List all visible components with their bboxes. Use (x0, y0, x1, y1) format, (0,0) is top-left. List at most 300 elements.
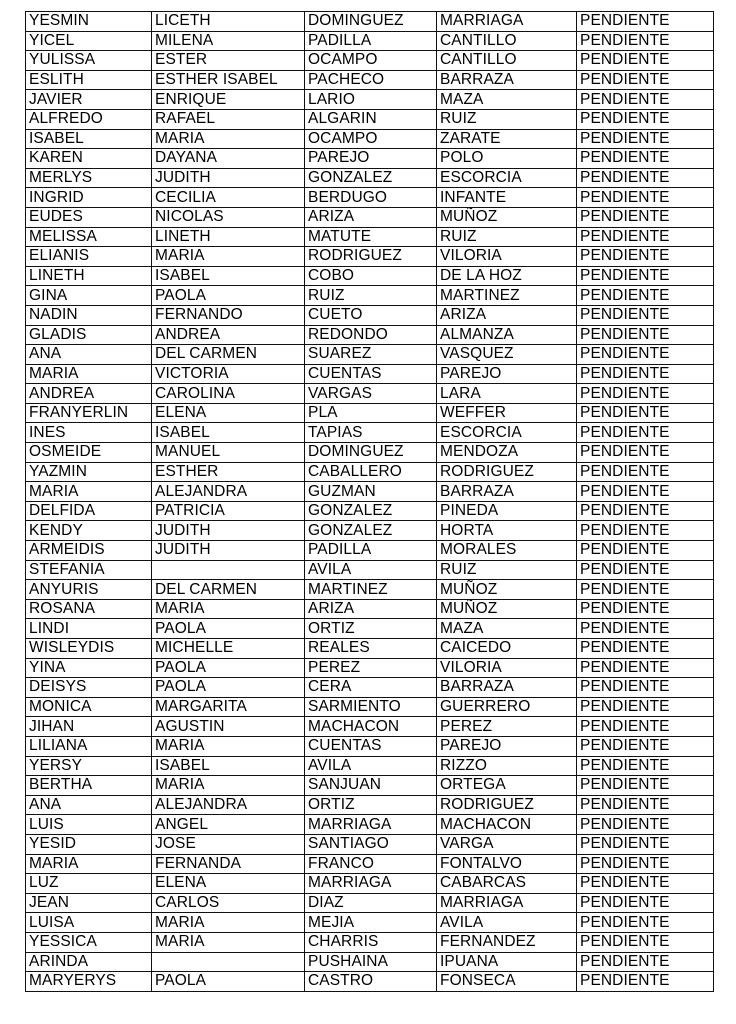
middle-name-cell: RAFAEL (152, 109, 305, 129)
status-cell: PENDIENTE (577, 325, 714, 345)
first-name-cell: ARMEIDIS (26, 541, 152, 561)
table-row (26, 580, 714, 600)
second-surname-cell: LARA (437, 384, 577, 404)
table-row (26, 932, 714, 952)
second-surname-cell: MAZA (437, 90, 577, 110)
first-surname-cell: PACHECO (305, 70, 437, 90)
first-name-cell: YESMIN (26, 12, 152, 32)
second-surname-cell: RUIZ (437, 109, 577, 129)
middle-name-cell: ISABEL (152, 266, 305, 286)
status-cell: PENDIENTE (577, 795, 714, 815)
first-name-cell: MARIA (26, 482, 152, 502)
first-name-cell: YULISSA (26, 51, 152, 71)
table-row (26, 697, 714, 717)
second-surname-cell: MACHACON (437, 815, 577, 835)
middle-name-cell: MILENA (152, 31, 305, 51)
first-surname-cell: GONZALEZ (305, 168, 437, 188)
first-name-cell: ALFREDO (26, 109, 152, 129)
status-cell: PENDIENTE (577, 305, 714, 325)
table-row (26, 795, 714, 815)
second-surname-cell: VASQUEZ (437, 345, 577, 365)
first-surname-cell: OCAMPO (305, 129, 437, 149)
first-surname-cell: COBO (305, 266, 437, 286)
second-surname-cell: FONSECA (437, 972, 577, 992)
first-surname-cell: REDONDO (305, 325, 437, 345)
first-name-cell: DELFIDA (26, 501, 152, 521)
second-surname-cell: VARGA (437, 834, 577, 854)
first-surname-cell: GUZMAN (305, 482, 437, 502)
first-surname-cell: CABALLERO (305, 462, 437, 482)
table-row (26, 658, 714, 678)
table-row (26, 286, 714, 306)
middle-name-cell: ALEJANDRA (152, 482, 305, 502)
middle-name-cell (152, 952, 305, 972)
middle-name-cell: JUDITH (152, 521, 305, 541)
status-cell: PENDIENTE (577, 109, 714, 129)
first-name-cell: LILIANA (26, 736, 152, 756)
first-surname-cell: ORTIZ (305, 619, 437, 639)
status-cell: PENDIENTE (577, 560, 714, 580)
second-surname-cell: FERNANDEZ (437, 932, 577, 952)
first-surname-cell: CHARRIS (305, 932, 437, 952)
second-surname-cell: WEFFER (437, 403, 577, 423)
first-name-cell: ELIANIS (26, 247, 152, 267)
first-surname-cell: PADILLA (305, 31, 437, 51)
status-cell: PENDIENTE (577, 207, 714, 227)
first-surname-cell: TAPIAS (305, 423, 437, 443)
first-name-cell: STEFANIA (26, 560, 152, 580)
table-row (26, 227, 714, 247)
middle-name-cell: PAOLA (152, 619, 305, 639)
first-surname-cell: BERDUGO (305, 188, 437, 208)
second-surname-cell: MAZA (437, 619, 577, 639)
first-surname-cell: SUAREZ (305, 345, 437, 365)
second-surname-cell: ALMANZA (437, 325, 577, 345)
status-cell: PENDIENTE (577, 697, 714, 717)
middle-name-cell: DAYANA (152, 149, 305, 169)
first-name-cell: MARIA (26, 364, 152, 384)
second-surname-cell: HORTA (437, 521, 577, 541)
first-name-cell: ANYURIS (26, 580, 152, 600)
status-cell: PENDIENTE (577, 286, 714, 306)
second-surname-cell: CABARCAS (437, 874, 577, 894)
first-name-cell: JIHAN (26, 717, 152, 737)
second-surname-cell: CAICEDO (437, 639, 577, 659)
first-name-cell: KENDY (26, 521, 152, 541)
first-name-cell: ANA (26, 795, 152, 815)
table-row (26, 619, 714, 639)
second-surname-cell: PAREJO (437, 736, 577, 756)
first-name-cell: LINETH (26, 266, 152, 286)
status-cell: PENDIENTE (577, 345, 714, 365)
second-surname-cell: MARRIAGA (437, 893, 577, 913)
status-cell: PENDIENTE (577, 815, 714, 835)
table-row (26, 345, 714, 365)
second-surname-cell: MUÑOZ (437, 580, 577, 600)
status-cell: PENDIENTE (577, 834, 714, 854)
first-name-cell: WISLEYDIS (26, 639, 152, 659)
table-row (26, 776, 714, 796)
second-surname-cell: PEREZ (437, 717, 577, 737)
first-surname-cell: ALGARIN (305, 109, 437, 129)
second-surname-cell: BARRAZA (437, 70, 577, 90)
table-row (26, 756, 714, 776)
second-surname-cell: RODRIGUEZ (437, 462, 577, 482)
middle-name-cell: JOSE (152, 834, 305, 854)
first-name-cell: YINA (26, 658, 152, 678)
status-cell: PENDIENTE (577, 31, 714, 51)
middle-name-cell: DEL CARMEN (152, 345, 305, 365)
middle-name-cell: MARIA (152, 932, 305, 952)
middle-name-cell: MARIA (152, 776, 305, 796)
first-surname-cell: PAREJO (305, 149, 437, 169)
middle-name-cell: MARIA (152, 599, 305, 619)
first-surname-cell: MATUTE (305, 227, 437, 247)
middle-name-cell: AGUSTIN (152, 717, 305, 737)
status-cell: PENDIENTE (577, 70, 714, 90)
first-surname-cell: MARTINEZ (305, 580, 437, 600)
status-cell: PENDIENTE (577, 90, 714, 110)
status-cell: PENDIENTE (577, 247, 714, 267)
first-surname-cell: SARMIENTO (305, 697, 437, 717)
middle-name-cell: ANGEL (152, 815, 305, 835)
status-cell: PENDIENTE (577, 756, 714, 776)
middle-name-cell: MARIA (152, 247, 305, 267)
middle-name-cell: PAOLA (152, 658, 305, 678)
middle-name-cell: PAOLA (152, 678, 305, 698)
second-surname-cell: CANTILLO (437, 51, 577, 71)
first-name-cell: YICEL (26, 31, 152, 51)
middle-name-cell: MARIA (152, 129, 305, 149)
first-name-cell: EUDES (26, 207, 152, 227)
table-row (26, 129, 714, 149)
first-surname-cell: GONZALEZ (305, 501, 437, 521)
middle-name-cell: ENRIQUE (152, 90, 305, 110)
middle-name-cell: PAOLA (152, 286, 305, 306)
table-row (26, 305, 714, 325)
status-cell: PENDIENTE (577, 913, 714, 933)
middle-name-cell: ELENA (152, 874, 305, 894)
second-surname-cell: MORALES (437, 541, 577, 561)
middle-name-cell: FERNANDO (152, 305, 305, 325)
first-name-cell: MERLYS (26, 168, 152, 188)
status-cell: PENDIENTE (577, 874, 714, 894)
first-name-cell: ANDREA (26, 384, 152, 404)
status-cell: PENDIENTE (577, 188, 714, 208)
first-surname-cell: DOMINGUEZ (305, 443, 437, 463)
status-cell: PENDIENTE (577, 541, 714, 561)
status-cell: PENDIENTE (577, 462, 714, 482)
middle-name-cell: MICHELLE (152, 639, 305, 659)
table-row (26, 70, 714, 90)
first-surname-cell: RODRIGUEZ (305, 247, 437, 267)
middle-name-cell: CARLOS (152, 893, 305, 913)
middle-name-cell: ELENA (152, 403, 305, 423)
first-surname-cell: SANTIAGO (305, 834, 437, 854)
status-cell: PENDIENTE (577, 678, 714, 698)
second-surname-cell: BARRAZA (437, 482, 577, 502)
first-name-cell: YESID (26, 834, 152, 854)
middle-name-cell: PATRICIA (152, 501, 305, 521)
first-name-cell: ANA (26, 345, 152, 365)
first-name-cell: JAVIER (26, 90, 152, 110)
table-row (26, 31, 714, 51)
status-cell: PENDIENTE (577, 932, 714, 952)
table-row (26, 874, 714, 894)
first-surname-cell: PLA (305, 403, 437, 423)
first-name-cell: OSMEIDE (26, 443, 152, 463)
second-surname-cell: MUÑOZ (437, 599, 577, 619)
table-row (26, 168, 714, 188)
first-surname-cell: MACHACON (305, 717, 437, 737)
table-row (26, 501, 714, 521)
table-row (26, 560, 714, 580)
table-row (26, 109, 714, 129)
status-cell: PENDIENTE (577, 717, 714, 737)
status-cell: PENDIENTE (577, 580, 714, 600)
first-name-cell: GLADIS (26, 325, 152, 345)
first-surname-cell: ARIZA (305, 599, 437, 619)
first-name-cell: MELISSA (26, 227, 152, 247)
first-name-cell: YESSICA (26, 932, 152, 952)
table-row (26, 12, 714, 32)
middle-name-cell: CAROLINA (152, 384, 305, 404)
first-surname-cell: MARRIAGA (305, 815, 437, 835)
table-row (26, 188, 714, 208)
second-surname-cell: MENDOZA (437, 443, 577, 463)
first-surname-cell: MARRIAGA (305, 874, 437, 894)
table-row (26, 247, 714, 267)
first-surname-cell: OCAMPO (305, 51, 437, 71)
status-cell: PENDIENTE (577, 972, 714, 992)
middle-name-cell: VICTORIA (152, 364, 305, 384)
first-surname-cell: CUENTAS (305, 364, 437, 384)
middle-name-cell: PAOLA (152, 972, 305, 992)
first-surname-cell: LARIO (305, 90, 437, 110)
status-cell: PENDIENTE (577, 658, 714, 678)
table-row (26, 384, 714, 404)
first-surname-cell: REALES (305, 639, 437, 659)
first-name-cell: LUZ (26, 874, 152, 894)
table-row (26, 717, 714, 737)
status-cell: PENDIENTE (577, 403, 714, 423)
middle-name-cell: ESTER (152, 51, 305, 71)
first-name-cell: LUISA (26, 913, 152, 933)
status-cell: PENDIENTE (577, 854, 714, 874)
second-surname-cell: ZARATE (437, 129, 577, 149)
first-name-cell: KAREN (26, 149, 152, 169)
middle-name-cell: LICETH (152, 12, 305, 32)
first-name-cell: ESLITH (26, 70, 152, 90)
table-row (26, 736, 714, 756)
first-name-cell: JEAN (26, 893, 152, 913)
middle-name-cell: JUDITH (152, 168, 305, 188)
middle-name-cell: ESTHER ISABEL (152, 70, 305, 90)
table-row (26, 325, 714, 345)
table-row (26, 207, 714, 227)
first-surname-cell: SANJUAN (305, 776, 437, 796)
first-surname-cell: VARGAS (305, 384, 437, 404)
first-surname-cell: GONZALEZ (305, 521, 437, 541)
first-name-cell: MARIA (26, 854, 152, 874)
first-name-cell: GINA (26, 286, 152, 306)
middle-name-cell: JUDITH (152, 541, 305, 561)
table-row (26, 51, 714, 71)
first-surname-cell: DIAZ (305, 893, 437, 913)
table-row (26, 815, 714, 835)
status-cell: PENDIENTE (577, 619, 714, 639)
status-cell: PENDIENTE (577, 639, 714, 659)
first-surname-cell: CUETO (305, 305, 437, 325)
second-surname-cell: POLO (437, 149, 577, 169)
first-surname-cell: AVILA (305, 560, 437, 580)
second-surname-cell: CANTILLO (437, 31, 577, 51)
first-surname-cell: PEREZ (305, 658, 437, 678)
middle-name-cell: ISABEL (152, 423, 305, 443)
first-surname-cell: DOMINGUEZ (305, 12, 437, 32)
status-cell: PENDIENTE (577, 501, 714, 521)
second-surname-cell: PINEDA (437, 501, 577, 521)
middle-name-cell: DEL CARMEN (152, 580, 305, 600)
first-name-cell: MARYERYS (26, 972, 152, 992)
first-surname-cell: ORTIZ (305, 795, 437, 815)
first-name-cell: MONICA (26, 697, 152, 717)
second-surname-cell: BARRAZA (437, 678, 577, 698)
second-surname-cell: DE LA HOZ (437, 266, 577, 286)
table-row (26, 90, 714, 110)
table-row (26, 364, 714, 384)
status-cell: PENDIENTE (577, 443, 714, 463)
status-cell: PENDIENTE (577, 521, 714, 541)
first-name-cell: LUIS (26, 815, 152, 835)
status-cell: PENDIENTE (577, 599, 714, 619)
table-row (26, 639, 714, 659)
second-surname-cell: AVILA (437, 913, 577, 933)
second-surname-cell: IPUANA (437, 952, 577, 972)
status-cell: PENDIENTE (577, 384, 714, 404)
first-name-cell: BERTHA (26, 776, 152, 796)
first-surname-cell: PADILLA (305, 541, 437, 561)
document-page (25, 11, 713, 992)
status-cell: PENDIENTE (577, 12, 714, 32)
first-surname-cell: FRANCO (305, 854, 437, 874)
status-cell: PENDIENTE (577, 149, 714, 169)
roster-table-body (26, 12, 714, 992)
first-surname-cell: ARIZA (305, 207, 437, 227)
status-cell: PENDIENTE (577, 227, 714, 247)
table-row (26, 972, 714, 992)
table-row (26, 521, 714, 541)
table-row (26, 443, 714, 463)
status-cell: PENDIENTE (577, 266, 714, 286)
middle-name-cell: MARIA (152, 913, 305, 933)
middle-name-cell: ESTHER (152, 462, 305, 482)
second-surname-cell: VILORIA (437, 247, 577, 267)
table-row (26, 854, 714, 874)
middle-name-cell (152, 560, 305, 580)
second-surname-cell: MUÑOZ (437, 207, 577, 227)
status-cell: PENDIENTE (577, 893, 714, 913)
second-surname-cell: FONTALVO (437, 854, 577, 874)
second-surname-cell: ORTEGA (437, 776, 577, 796)
first-surname-cell: RUIZ (305, 286, 437, 306)
second-surname-cell: RIZZO (437, 756, 577, 776)
first-surname-cell: CUENTAS (305, 736, 437, 756)
second-surname-cell: RUIZ (437, 227, 577, 247)
first-name-cell: DEISYS (26, 678, 152, 698)
second-surname-cell: GUERRERO (437, 697, 577, 717)
middle-name-cell: ALEJANDRA (152, 795, 305, 815)
first-name-cell: ISABEL (26, 129, 152, 149)
status-cell: PENDIENTE (577, 423, 714, 443)
first-surname-cell: CERA (305, 678, 437, 698)
middle-name-cell: ANDREA (152, 325, 305, 345)
table-row (26, 482, 714, 502)
second-surname-cell: ESCORCIA (437, 423, 577, 443)
middle-name-cell: CECILIA (152, 188, 305, 208)
first-name-cell: ROSANA (26, 599, 152, 619)
first-name-cell: YAZMIN (26, 462, 152, 482)
table-row (26, 599, 714, 619)
status-cell: PENDIENTE (577, 736, 714, 756)
second-surname-cell: INFANTE (437, 188, 577, 208)
status-cell: PENDIENTE (577, 776, 714, 796)
table-row (26, 834, 714, 854)
middle-name-cell: MARIA (152, 736, 305, 756)
first-name-cell: FRANYERLIN (26, 403, 152, 423)
table-row (26, 952, 714, 972)
middle-name-cell: ISABEL (152, 756, 305, 776)
table-row (26, 149, 714, 169)
middle-name-cell: NICOLAS (152, 207, 305, 227)
second-surname-cell: ESCORCIA (437, 168, 577, 188)
first-surname-cell: PUSHAINA (305, 952, 437, 972)
middle-name-cell: FERNANDA (152, 854, 305, 874)
second-surname-cell: RUIZ (437, 560, 577, 580)
second-surname-cell: ARIZA (437, 305, 577, 325)
second-surname-cell: PAREJO (437, 364, 577, 384)
table-row (26, 266, 714, 286)
second-surname-cell: MARTINEZ (437, 286, 577, 306)
middle-name-cell: MANUEL (152, 443, 305, 463)
status-cell: PENDIENTE (577, 168, 714, 188)
second-surname-cell: MARRIAGA (437, 12, 577, 32)
roster-table (25, 11, 714, 992)
status-cell: PENDIENTE (577, 364, 714, 384)
middle-name-cell: MARGARITA (152, 697, 305, 717)
first-surname-cell: CASTRO (305, 972, 437, 992)
table-row (26, 678, 714, 698)
table-row (26, 462, 714, 482)
status-cell: PENDIENTE (577, 482, 714, 502)
first-name-cell: NADIN (26, 305, 152, 325)
first-name-cell: INGRID (26, 188, 152, 208)
table-row (26, 541, 714, 561)
status-cell: PENDIENTE (577, 129, 714, 149)
first-name-cell: ARINDA (26, 952, 152, 972)
first-name-cell: YERSY (26, 756, 152, 776)
table-row (26, 893, 714, 913)
middle-name-cell: LINETH (152, 227, 305, 247)
table-row (26, 423, 714, 443)
first-surname-cell: AVILA (305, 756, 437, 776)
table-row (26, 913, 714, 933)
status-cell: PENDIENTE (577, 51, 714, 71)
second-surname-cell: VILORIA (437, 658, 577, 678)
status-cell: PENDIENTE (577, 952, 714, 972)
first-name-cell: LINDI (26, 619, 152, 639)
second-surname-cell: RODRIGUEZ (437, 795, 577, 815)
